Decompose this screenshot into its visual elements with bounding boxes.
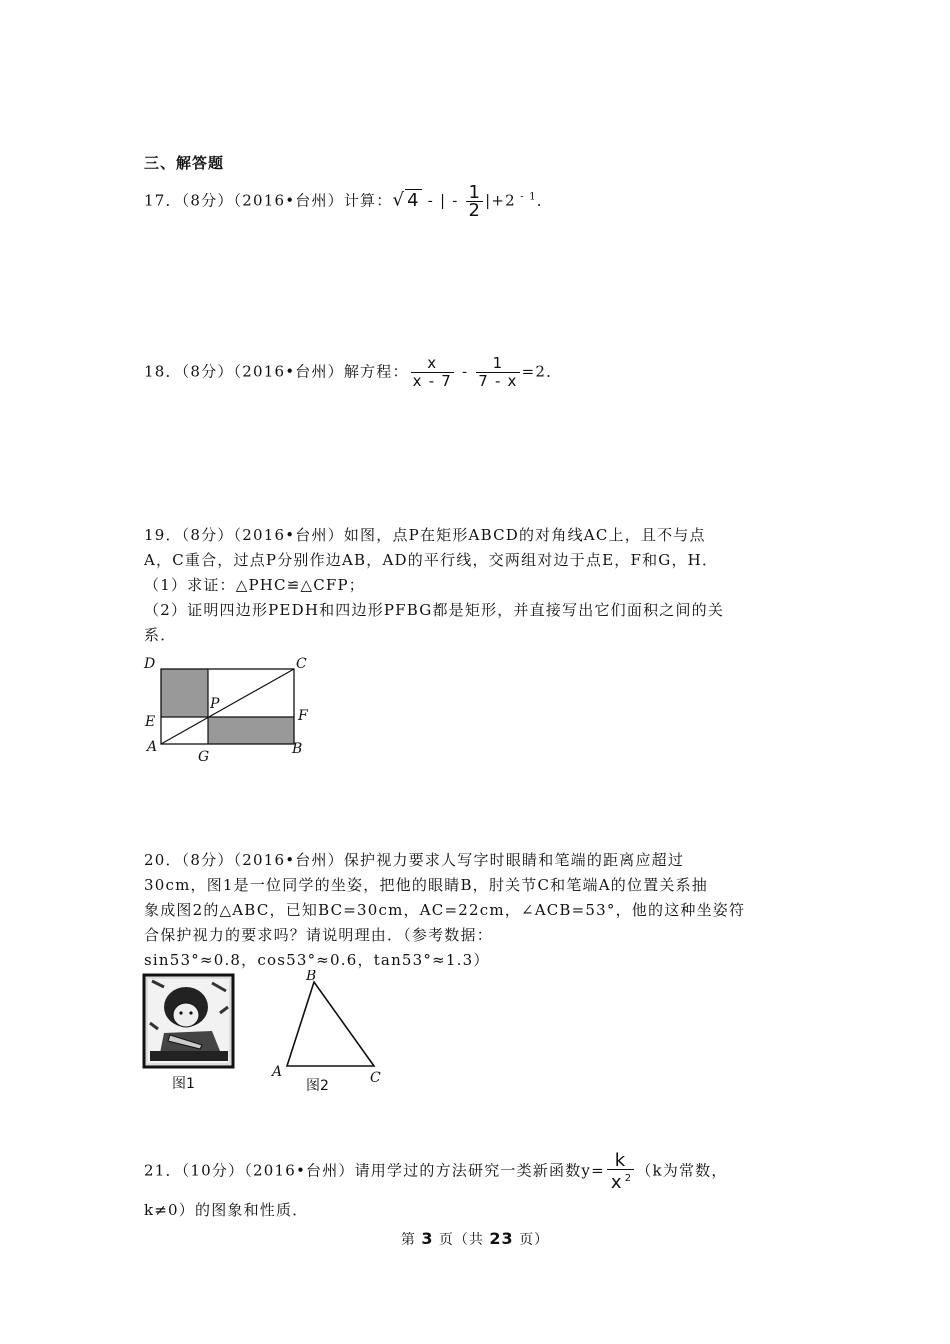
q17-mid: - | - (421, 191, 465, 210)
label-f: F (298, 708, 308, 724)
fig2-label-b: B (306, 970, 317, 984)
q18-frac2-num: 1 (476, 355, 519, 373)
q18-frac1-num: x (411, 355, 454, 373)
question-21 (144, 1152, 728, 1191)
q18-prefix: 18．（8分）（2016•台州）解方程： (144, 362, 409, 381)
shaded-rect-pfbg (208, 717, 294, 744)
q19-line-3: （1）求证：△PHC≌△CFP； (144, 576, 366, 594)
footer-page-number: 3 (421, 1229, 434, 1248)
label-c: C (296, 656, 307, 672)
eye-left (179, 1011, 182, 1014)
question-18 (144, 355, 562, 390)
q20-line-5: sin53°≈0.8，cos53°≈0.6，tan53°≈1.3） (144, 951, 490, 969)
q21-frac-den: x (610, 1172, 623, 1193)
face-shape (173, 1003, 199, 1027)
q18-minus: - (456, 362, 475, 381)
q17-radicand: 4 (407, 189, 420, 211)
footer-total-pages: 23 (489, 1229, 514, 1248)
eye-right (189, 1011, 192, 1014)
footer-pre: 第 (400, 1232, 422, 1248)
q17-fraction (466, 184, 483, 219)
fig1-caption: 图1 (172, 1076, 195, 1092)
q17-suffix: |+2 (485, 191, 516, 210)
q21-frac-num: k (607, 1152, 634, 1170)
q19-rectangle-figure (140, 652, 320, 768)
q17-frac-den: 2 (468, 200, 482, 221)
label-g: G (198, 749, 210, 765)
label-b: B (292, 741, 303, 757)
fig2-triangle (268, 970, 386, 1096)
q19-line-5: 系． (144, 626, 177, 644)
footer-mid: 页（共 (433, 1232, 490, 1248)
triangle-abc (287, 982, 374, 1066)
label-e: E (145, 714, 156, 730)
q21-prefix: 21．（10分）（2016•台州）请用学过的方法研究一类新函数y= (144, 1161, 605, 1180)
q19-line-1: 19．（8分）（2016•台州）如图，点P在矩形ABCD的对角线AC上，且不与点 (144, 526, 706, 544)
q19-line-2: A，C重合，过点P分别作边AB，AD的平行线，交两组对边于点E，F和G，H． (144, 551, 719, 569)
label-d: D (144, 656, 156, 672)
q17-end: ． (536, 191, 553, 210)
fig2-label-a: A (272, 1064, 283, 1080)
section-title: 三、解答题 (144, 154, 225, 172)
q20-line-4: 合保护视力的要求吗？请说明理由．（参考数据： (144, 926, 493, 944)
sqrt-symbol: √ 4 (392, 189, 420, 211)
q21-den-exp: 2 (624, 1173, 633, 1184)
q19-line-4: （2）证明四边形PEDH和四边形PFBG都是矩形，并直接写出它们面积之间的关 (144, 601, 725, 619)
desk-shape (150, 1051, 228, 1061)
label-a: A (147, 739, 158, 755)
fig2-label-c: C (370, 1070, 381, 1086)
q21-suffix: （k为常数， (636, 1161, 728, 1180)
q20-line-2: 30cm，图1是一位同学的坐姿，把他的眼睛B，肘关节C和笔端A的位置关系抽 (144, 876, 708, 894)
q21-line-2: k≠0）的图象和性质． (144, 1201, 309, 1219)
page-footer (0, 1229, 950, 1249)
q20-line-3: 象成图2的△ABC，已知BC=30cm，AC=22cm，∠ACB=53°，他的这种坐姿符 (144, 901, 746, 919)
fig1-student-posture (142, 973, 237, 1095)
label-p: P (210, 696, 220, 712)
fig2-caption: 图2 (306, 1078, 329, 1094)
q18-fraction-2 (476, 355, 519, 390)
footer-post: 页） (513, 1232, 550, 1248)
q17-frac-num: 1 (468, 182, 482, 203)
q18-frac1-den: x - 7 (412, 372, 453, 390)
q18-frac2-den: 7 - x (478, 372, 518, 390)
q18-suffix: =2． (521, 362, 563, 381)
q17-exponent: - 1 (515, 191, 537, 203)
shaded-rect-pedh (161, 669, 208, 717)
q17-prefix: 17．（8分）（2016•台州）计算： (144, 191, 393, 210)
q20-line-1: 20．（8分）（2016•台州）保护视力要求人写字时眼睛和笔端的距离应超过 (144, 851, 685, 869)
q18-fraction-1 (411, 355, 454, 390)
q21-fraction (607, 1152, 634, 1191)
question-17 (144, 184, 553, 219)
